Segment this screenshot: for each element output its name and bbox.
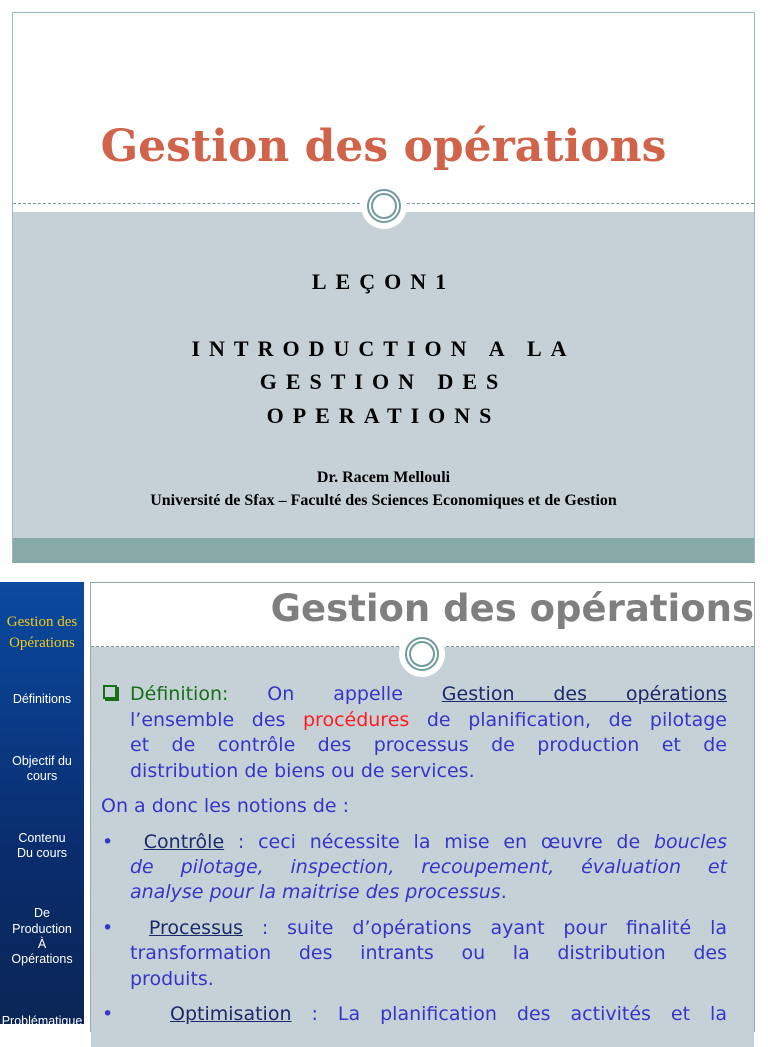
definition-line: l’ensemble des procédures de planification, de pilotage (130, 709, 727, 731)
sidebar-item-objectif[interactable]: cours (26, 769, 58, 783)
circle-ornament-icon (361, 183, 407, 229)
subtitle-line: GESTION DES (259, 369, 508, 394)
affiliation: Université de Sfax – Faculté des Sciences Economiques et de Gestion (150, 492, 617, 509)
slide-title: Gestion des opérations (270, 587, 754, 630)
sidebar-item-problematique[interactable]: Problématique (1, 1014, 83, 1028)
bullet-icon: • (102, 831, 114, 853)
sidebar-item-production[interactable]: À (37, 937, 47, 951)
subtitle-line: INTRODUCTION A LA (191, 336, 576, 361)
subtitle-line: OPERATIONS (266, 403, 501, 428)
sidebar-item-contenu[interactable]: Du cours (16, 846, 68, 860)
definition-line: distribution de biens ou de services. (130, 760, 475, 782)
bullet-optimisation: Optimisation : La planification des activités et la (170, 1003, 727, 1025)
sidebar-title: Opérations (9, 635, 75, 651)
bullet-icon: • (102, 917, 114, 939)
sidebar-item-production[interactable]: Opérations (11, 952, 73, 966)
lesson-label: LEÇON1 (311, 269, 456, 294)
sidebar-nav (0, 582, 84, 1028)
bullet-controle: Contrôle : ceci nécessite la mise en œuvre de boucles (143, 831, 727, 853)
bullet-icon: • (102, 1003, 114, 1025)
definition-line: Définition: On appelle Gestion des opérations (130, 683, 728, 705)
bullet-processus-line: produits. (130, 968, 214, 990)
sidebar-title: Gestion des (6, 614, 78, 630)
sidebar-item-production[interactable]: Production (12, 922, 72, 936)
title-slide (12, 12, 755, 563)
footer-band (13, 538, 754, 563)
sidebar-item-definitions[interactable]: Définitions (12, 692, 72, 706)
bullet-processus: Processus : suite d’opérations ayant pour finalité la (148, 917, 728, 939)
sidebar-item-objectif[interactable]: Objectif du (12, 754, 72, 768)
checkbox-bullet-icon (103, 685, 117, 699)
sidebar-item-contenu[interactable]: Contenu (18, 831, 66, 845)
circle-ornament-icon (399, 631, 445, 677)
author: Dr. Racem Mellouli (316, 469, 451, 486)
definition-line: et de contrôle des processus de production et de (130, 734, 727, 756)
slide-title: Gestion des opérations (100, 121, 667, 172)
notions-intro: On a donc les notions de : (101, 795, 350, 817)
bullet-controle-line: de pilotage, inspection, recoupement, évaluation et (130, 856, 727, 878)
bullet-controle-line: analyse pour la maitrise des processus. (130, 881, 507, 903)
bullet-processus-line: transformation des intrants ou la distribution des (130, 942, 727, 964)
sidebar-item-production[interactable]: De (34, 906, 50, 920)
